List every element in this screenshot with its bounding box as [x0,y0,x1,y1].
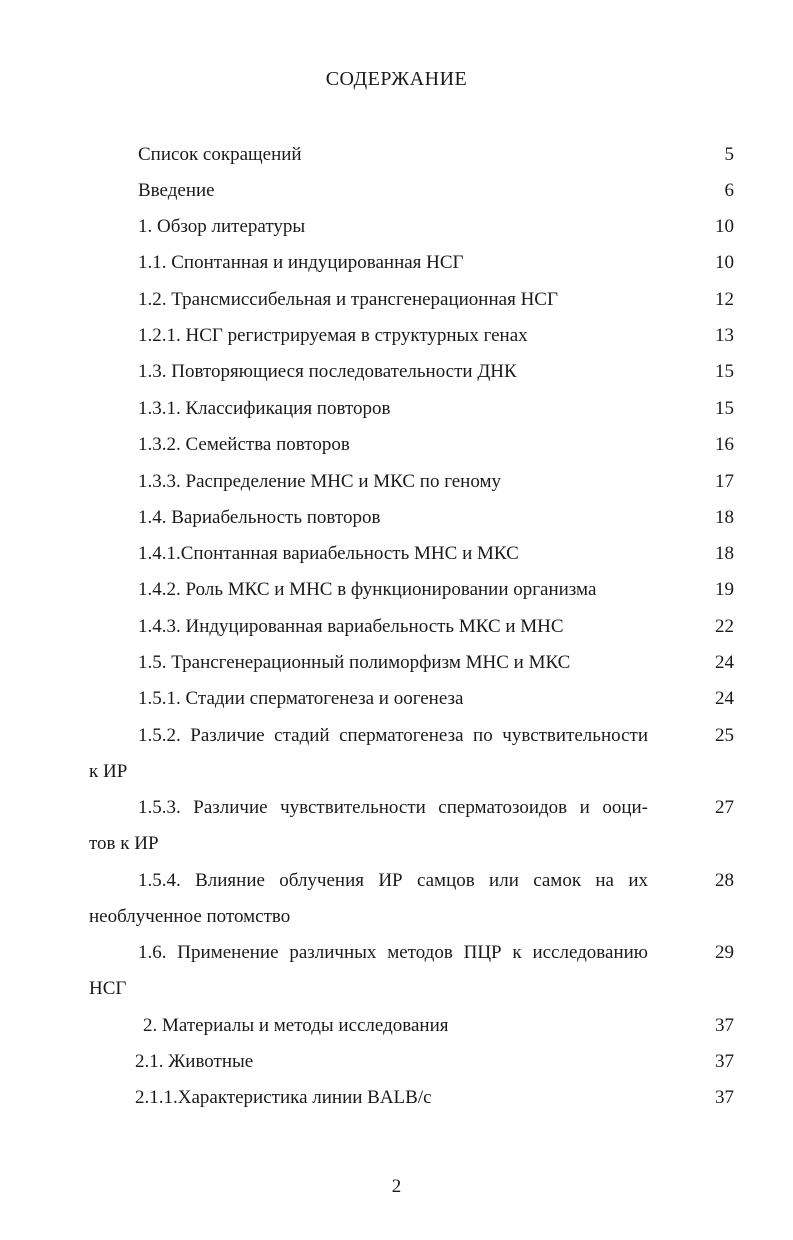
toc-page-number: 37 [715,1051,734,1072]
toc-page-number: 25 [715,725,734,746]
toc-page-number: 15 [715,398,734,419]
toc-entry-text: Введение [138,180,215,201]
toc-page-number: 18 [715,507,734,528]
toc-entry [0,506,793,542]
toc-title: СОДЕРЖАНИЕ [325,68,468,90]
toc-page-number: 6 [724,180,734,201]
toc-entry-text: 1.6. Применение различных методов ПЦР к исследованию [138,942,648,963]
toc-entry [0,215,793,251]
toc-page-number: 24 [715,688,734,709]
toc-page-number: 19 [715,579,734,600]
toc-entry-text: Список сокращений [138,144,302,165]
toc-entry [0,179,793,215]
page-number-footer: 2 [391,1176,402,1197]
toc-entry-text: 1.5.2. Различие стадий сперматогенеза по чувствительности [138,725,648,746]
toc-entry-continuation: необлученное потомство [89,906,291,927]
toc-entry-text: 1.3.1. Классификация повторов [138,398,391,419]
toc-page-number: 37 [715,1015,734,1036]
toc-entry [0,941,793,1013]
toc-entry [0,397,793,433]
toc-entry [0,1014,793,1050]
toc-entry-text: 1.5.1. Стадии сперматогенеза и оогенеза [138,688,464,709]
toc-page-number: 18 [715,543,734,564]
toc-entry [0,324,793,360]
toc-page-number: 10 [715,216,734,237]
toc-entry [0,796,793,868]
toc-entry-text: 1.4.2. Роль МКС и МНС в функционировании организма [138,579,597,600]
toc-entry-text: 1.2.1. НСГ регистрируемая в структурных генах [138,325,528,346]
toc-entry-text: 1.4.1.Спонтанная вариабельность МНС и МКС [138,543,519,564]
toc-entry-text: 2.1.1.Характеристика линии BALB/c [135,1087,432,1108]
toc-entry [0,1086,793,1122]
toc-entry [0,615,793,651]
toc-page-number: 24 [715,652,734,673]
toc-entry-continuation: тов к ИР [89,833,159,854]
toc-entry [0,433,793,469]
toc-entry-text: 1.4.3. Индуцированная вариабельность МКС и МНС [138,616,564,637]
toc-entry [0,687,793,723]
toc-entry-text: 1.3.3. Распределение МНС и МКС по геному [138,471,502,492]
toc-entry [0,869,793,941]
toc-page-number: 28 [715,870,734,891]
toc-entry-text: 2.1. Животные [135,1051,254,1072]
toc-entry [0,288,793,324]
toc-entry-text: 1. Обзор литературы [138,216,306,237]
toc-entry [0,1050,793,1086]
toc-entry-text: 1.2. Трансмиссибельная и трансгенерационная НСГ [138,289,558,310]
toc-page-number: 10 [715,252,734,273]
toc-page-number: 12 [715,289,734,310]
toc-entry-text: 1.3.2. Семейства повторов [138,434,350,455]
toc-page-number: 27 [715,797,734,818]
toc-entry-text: 2. Материалы и методы исследования [143,1015,449,1036]
toc-entry-text: 1.5.3. Различие чувствительности сперматозоидов и ооци- [138,797,648,818]
toc-entry-text: 1.5.4. Влияние облучения ИР самцов или самок на их [138,870,648,891]
toc-page-number: 17 [715,471,734,492]
toc-page-number: 22 [715,616,734,637]
toc-entry-text: 1.4. Вариабельность повторов [138,507,381,528]
toc-page-number: 5 [724,144,734,165]
toc-entry-continuation: НСГ [89,978,127,999]
toc-entry-text: 1.1. Спонтанная и индуцированная НСГ [138,252,464,273]
toc-entry [0,143,793,179]
toc-page-number: 16 [715,434,734,455]
toc-entry [0,724,793,796]
toc-entry-text: 1.3. Повторяющиеся последовательности ДНК [138,361,517,382]
toc-entry [0,360,793,396]
toc-entry-continuation: к ИР [89,761,128,782]
toc-entry-text: 1.5. Трансгенерационный полиморфизм МНС и МКС [138,652,571,673]
toc-page-number: 37 [715,1087,734,1108]
toc-page-number: 29 [715,942,734,963]
toc-entry [0,651,793,687]
toc-entry [0,470,793,506]
toc-entry [0,542,793,578]
toc-entry [0,251,793,287]
toc-page-number: 13 [715,325,734,346]
toc-entry [0,578,793,614]
toc-page-number: 15 [715,361,734,382]
